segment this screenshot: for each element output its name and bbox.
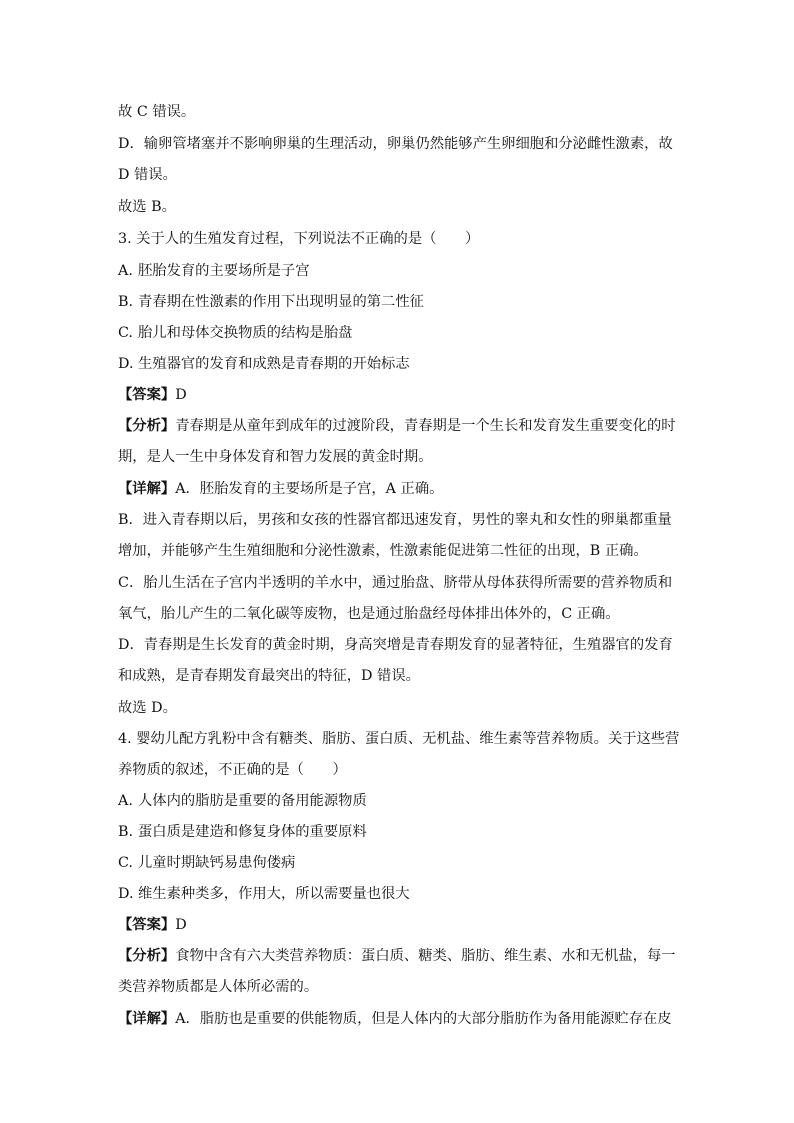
q2-d-explanation-line2: D 错误。	[118, 167, 177, 183]
option-label: D.	[118, 356, 134, 372]
detail-tag: 【详解】	[118, 481, 176, 497]
q4-stem-line2: 养物质的叙述，不正确的是（ ）	[118, 762, 347, 778]
q3-detail-c-line2: 氧气，胎儿产生的二氧化碳等废物，也是通过胎盘经母体排出体外的，C 正确。	[118, 606, 620, 622]
q4-option-b	[118, 822, 367, 842]
option-label: C.	[118, 855, 133, 871]
option-label: D.	[118, 886, 134, 902]
answer-value: D	[175, 387, 187, 403]
option-label: B.	[118, 294, 134, 310]
analysis-text: 青春期是从童年到成年的过渡阶段，青春期是一个生长和发育发生重要变化的时	[175, 418, 676, 434]
option-label: A.	[118, 263, 133, 279]
q3-final-choice: 故选 D。	[118, 700, 177, 716]
q2-final-choice: 故选 B。	[118, 199, 176, 215]
q4-answer	[118, 915, 187, 935]
option-text: 青春期在性激素的作用下出现明显的第二性征	[138, 294, 424, 310]
option-text: 胎儿和母体交换物质的结构是胎盘	[138, 325, 353, 341]
q3-option-c	[118, 323, 352, 343]
q4-option-d	[118, 884, 410, 904]
q4-option-c	[118, 853, 295, 873]
q4-analysis-line1	[118, 946, 676, 966]
detail-text: A．胚胎发育的主要场所是子宫，A 正确。	[175, 481, 444, 497]
detail-tag: 【详解】	[118, 1011, 176, 1027]
analysis-text: 食物中含有六大类营养物质：蛋白质、糖类、脂肪、维生素、水和无机盐，每一	[175, 948, 676, 964]
q3-option-b	[118, 292, 424, 312]
q3-detail-b-line2: 增加，并能够产生生殖细胞和分泌性激素，性激素能促进第二性征的出现，B 正确。	[118, 543, 648, 559]
option-text: 生殖器官的发育和成熟是青春期的开始标志	[138, 356, 410, 372]
analysis-tag: 【分析】	[118, 948, 176, 964]
q3-answer	[118, 385, 187, 405]
option-label: C.	[118, 325, 133, 341]
option-text: 维生素种类多，作用大，所以需要量也很大	[138, 886, 410, 902]
q3-detail-c-line1: C．胎儿生活在子宫内半透明的羊水中，通过胎盘、脐带从母体获得所需要的营养物质和	[118, 575, 673, 591]
q3-detail-d-line2: 和成熟，是青春期发育最突出的特征，D 错误。	[118, 668, 420, 684]
option-text: 儿童时期缺钙易患佝偻病	[138, 855, 296, 871]
analysis-tag: 【分析】	[118, 418, 176, 434]
q4-stem-line1: 4. 婴幼儿配方乳粉中含有糖类、脂肪、蛋白质、无机盐、维生素等营养物质。关于这些营	[118, 731, 680, 747]
q3-detail-d-line1: D．青春期是生长发育的黄金时期，身高突增是青春期发育的显著特征，生殖器官的发育	[118, 637, 673, 653]
answer-tag: 【答案】	[118, 917, 176, 933]
option-label: A.	[118, 793, 133, 809]
q2-c-conclusion: 故 C 错误。	[118, 104, 196, 120]
q3-analysis-line2: 期，是人一生中身体发育和智力发展的黄金时期。	[118, 449, 433, 465]
option-text: 人体内的脂肪是重要的备用能源物质	[138, 793, 367, 809]
q3-analysis-line1	[118, 416, 676, 436]
option-label: B.	[118, 824, 134, 840]
q3-detail-a	[118, 479, 443, 499]
option-text: 蛋白质是建造和修复身体的重要原料	[138, 824, 367, 840]
q4-analysis-line2: 类营养物质都是人体所必需的。	[118, 979, 319, 995]
q2-d-explanation-line1: D．输卵管堵塞并不影响卵巢的生理活动，卵巢仍然能够产生卵细胞和分泌雌性激素，故	[118, 136, 673, 152]
answer-value: D	[175, 917, 187, 933]
answer-tag: 【答案】	[118, 387, 176, 403]
q4-option-a	[118, 791, 367, 811]
q3-stem: 3. 关于人的生殖发育过程，下列说法不正确的是（ ）	[118, 231, 480, 247]
detail-text: A．脂肪也是重要的供能物质，但是人体内的大部分脂肪作为备用能源贮存在皮	[175, 1011, 672, 1027]
q3-detail-b-line1: B．进入青春期以后，男孩和女孩的性器官都迅速发育，男性的睾丸和女性的卵巢都重量	[118, 512, 672, 528]
q3-option-a	[118, 261, 310, 281]
q4-detail-a-line1	[118, 1009, 672, 1029]
option-text: 胚胎发育的主要场所是子宫	[138, 263, 310, 279]
q3-option-d	[118, 354, 410, 374]
